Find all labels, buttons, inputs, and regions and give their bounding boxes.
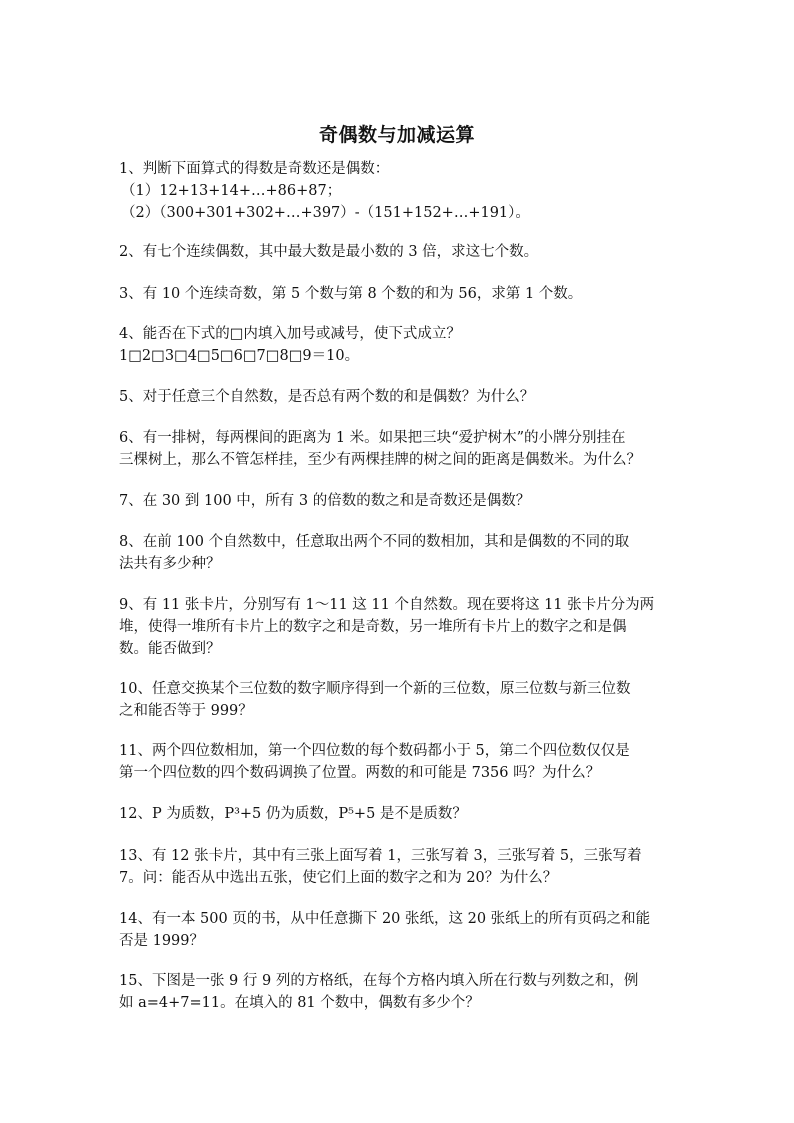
question-line: 1□2□3□4□5□6□7□8□9＝10。: [119, 348, 360, 364]
question-line: 13、有 12 张卡片，其中有三张上面写着 1，三张写着 3，三张写着 5，三张写着: [119, 848, 642, 864]
question-line: 3、有 10 个连续奇数，第 5 个数与第 8 个数的和为 56，求第 1 个数。: [119, 286, 583, 302]
question-line: 15、下图是一张 9 行 9 列的方格纸，在每个方格内填入所在行数与列数之和，例: [119, 973, 639, 989]
question-line: 否是 1999？: [119, 933, 205, 949]
question-line: （2）（300+301+302+…+397）-（151+152+…+191）。: [121, 205, 530, 221]
question-line: 如 a=4+7=11。在填入的 81 个数中，偶数有多少个？: [119, 995, 480, 1011]
question-1: [119, 158, 679, 224]
page-title: 奇偶数与加减运算: [318, 124, 475, 146]
question-12: [119, 803, 679, 825]
question-line: 11、两个四位数相加，第一个四位数的每个数码都小于 5，第二个四位数仅仅是: [119, 743, 630, 759]
question-10: [119, 678, 679, 722]
question-line: 法共有多少种？: [119, 556, 221, 572]
question-line: 第一个四位数的四个数码调换了位置。两数的和可能是 7356 吗？为什么？: [119, 765, 601, 781]
question-6: [119, 427, 679, 471]
question-4: [119, 323, 679, 367]
question-8: [119, 531, 679, 575]
question-11: [119, 740, 679, 784]
question-line: （1）12+13+14+…+86+87；: [121, 183, 342, 199]
question-2: [119, 241, 679, 263]
question-line: 10、任意交换某个三位数的数字顺序得到一个新的三位数，原三位数与新三位数: [119, 681, 631, 697]
question-line: 堆，使得一堆所有卡片上的数字之和是奇数，另一堆所有卡片上的数字之和是偶: [119, 619, 627, 635]
question-line: 14、有一本 500 页的书，从中任意撕下 20 张纸，这 20 张纸上的所有页码之和能: [119, 911, 651, 927]
question-14: [119, 908, 679, 952]
question-7: [119, 490, 679, 512]
question-13: [119, 845, 679, 889]
question-line: 7、在 30 到 100 中，所有 3 的倍数的数之和是奇数还是偶数？: [119, 493, 531, 509]
question-line: 数。能否做到？: [119, 641, 221, 657]
question-9: [119, 594, 679, 660]
question-line: 2、有七个连续偶数，其中最大数是最小数的 3 倍，求这七个数。: [119, 244, 539, 260]
question-line: 1、判断下面算式的得数是奇数还是偶数：: [119, 161, 390, 177]
question-line: 9、有 11 张卡片，分别写有 1～11 这 11 个自然数。现在要将这 11 张卡片分为两: [119, 597, 655, 613]
question-line: 5、对于任意三个自然数，是否总有两个数的和是偶数？为什么？: [119, 389, 535, 405]
question-line: 8、在前 100 个自然数中，任意取出两个不同的数相加，其和是偶数的不同的取: [119, 534, 630, 550]
question-3: [119, 283, 679, 305]
question-line: 三棵树上，那么不管怎样挂，至少有两棵挂牌的树之间的距离是偶数米。为什么？: [119, 452, 641, 468]
question-5: [119, 386, 679, 408]
question-line: 6、有一排树，每两棵间的距离为 1 米。如果把三块“爱护树木”的小牌分别挂在: [119, 430, 626, 446]
question-line: 12、P 为质数，P³+5 仍为质数，P⁵+5 是不是质数？: [119, 806, 467, 822]
question-15: [119, 970, 679, 1014]
question-line: 之和能否等于 999？: [119, 703, 253, 719]
question-line: 7。问：能否从中选出五张，使它们上面的数字之和为 20？为什么？: [119, 870, 558, 886]
question-line: 4、能否在下式的□内填入加号或减号，使下式成立？: [119, 326, 461, 342]
